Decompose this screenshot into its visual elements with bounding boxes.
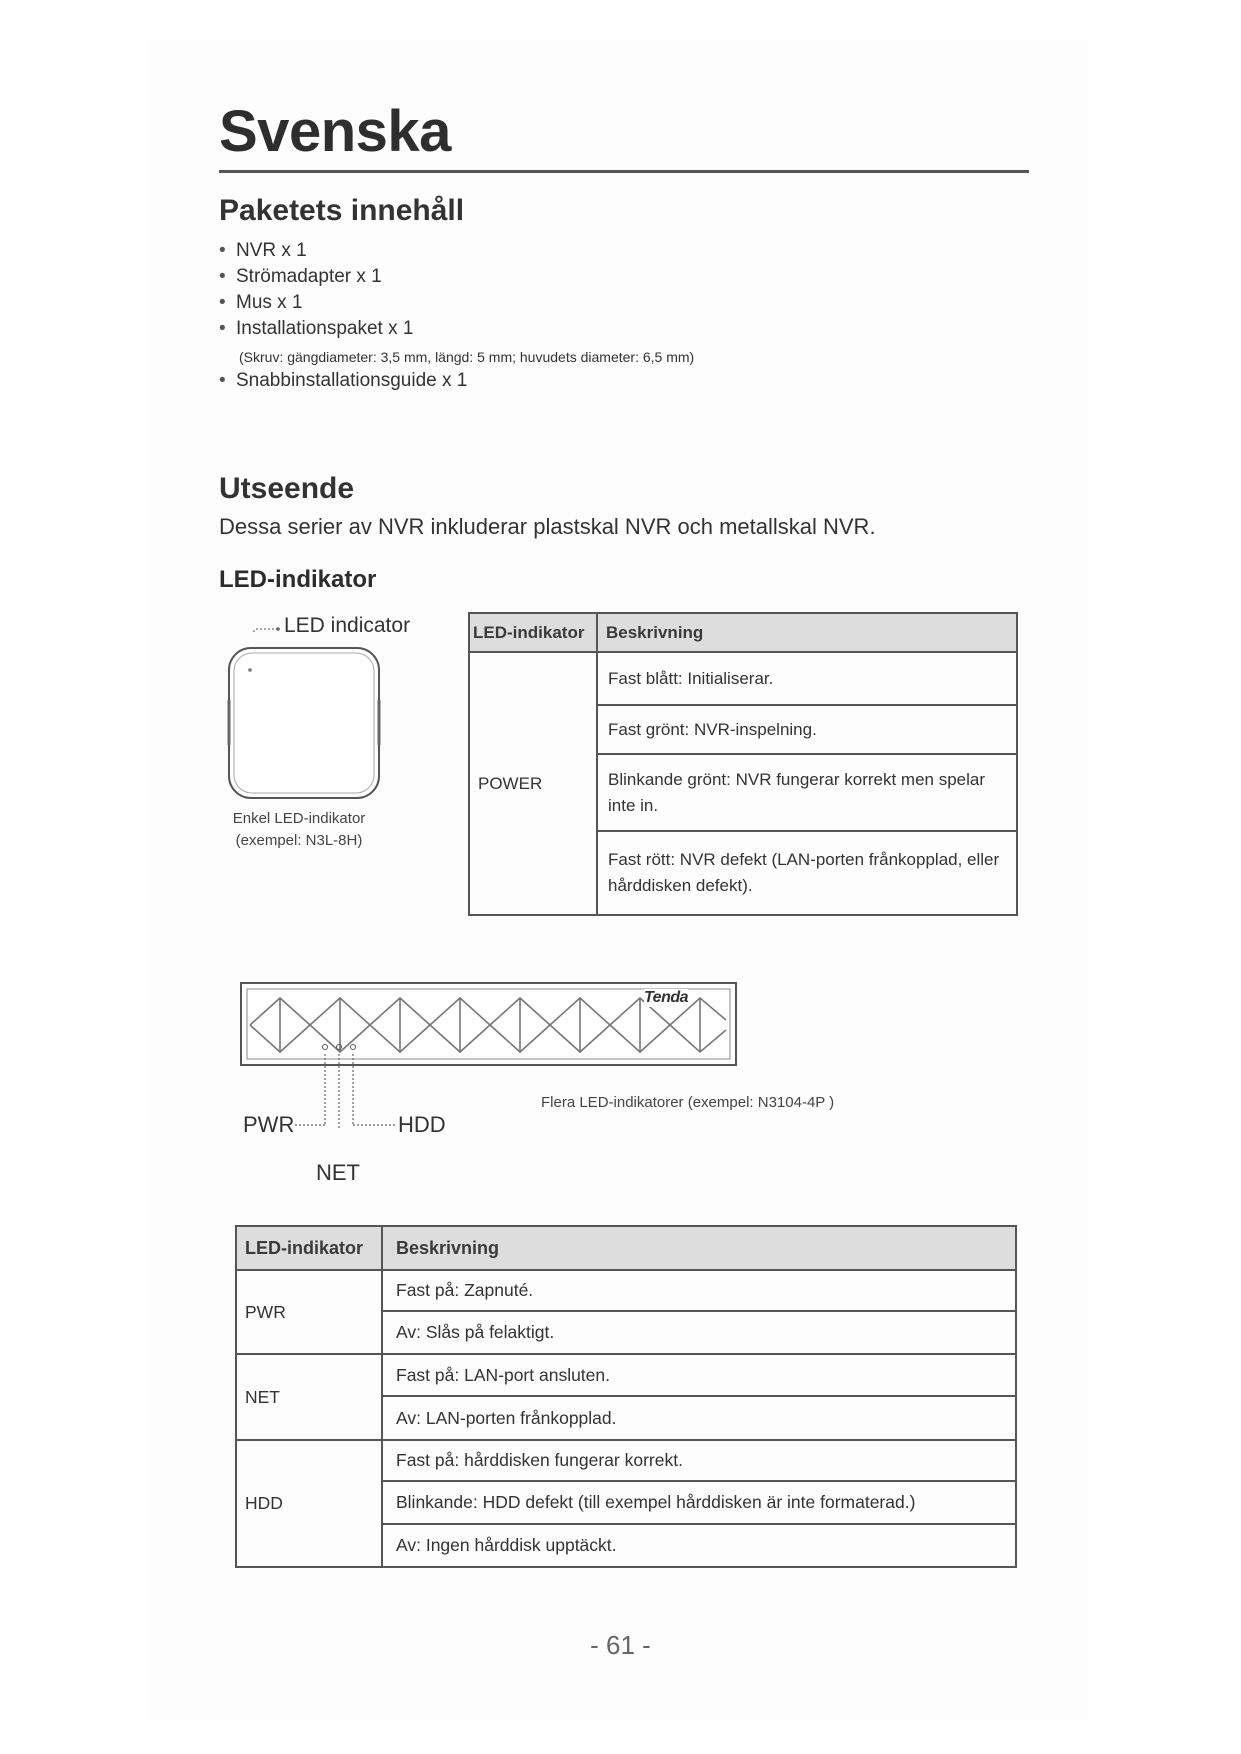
description-cell: Fast rött: NVR defekt (LAN-porten frånkopplad, eller hårddisken defekt). [597,831,1017,915]
description-cell: Av: Slås på felaktigt. [382,1311,1016,1354]
led-indicator-callout: LED indicator [284,614,411,637]
description-cell: Blinkande grönt: NVR fungerar korrekt men spelar inte in. [597,754,1017,831]
figure2-caption: Flera LED-indikatorer (exempel: N3104-4P ) [541,1094,835,1111]
list-item: • NVR x 1 [219,238,694,264]
description-cell: Fast grönt: NVR-inspelning. [597,705,1017,754]
description-cell: Av: Ingen hårddisk upptäckt. [382,1524,1016,1567]
indicator-cell: NET [236,1354,382,1440]
package-contents-heading: Paketets innehåll [219,194,465,227]
power-led-icon [248,668,252,672]
indicator-cell: HDD [236,1440,382,1567]
description-cell: Fast på: LAN-port ansluten. [382,1354,1016,1396]
list-item: • Strömadapter x 1 [219,264,694,290]
appearance-intro: Dessa serier av NVR inkluderar plastskal NVR och metallskal NVR. [219,514,876,539]
nvr-top-view-illustration [220,615,400,815]
table-header: Beskrivning [597,613,1017,652]
table-header: LED-indikator [469,613,597,652]
heading-rule [219,170,1029,173]
description-cell: Blinkande: HDD defekt (till exempel hårddisken är inte formaterad.) [382,1481,1016,1524]
figure1-caption-line2: (exempel: N3L-8H) [235,832,363,849]
indicator-cell: POWER [469,652,597,915]
figure1-caption-line1: Enkel LED-indikator [232,810,366,827]
led-indicator-heading: LED-indikator [219,566,377,593]
figure1-caption [219,808,379,852]
language-heading: Svenska [219,99,451,164]
table-header: LED-indikator [236,1226,382,1270]
multi-led-table [235,1225,1017,1568]
tenda-logo: Tenda [644,989,689,1006]
table-header: Beskrivning [382,1226,1016,1270]
page-number: - 61 - [590,1630,651,1660]
appearance-heading: Utseende [219,472,355,505]
description-cell: Av: LAN-porten frånkopplad. [382,1396,1016,1440]
list-item: • Snabbinstallationsguide x 1 [219,368,694,394]
net-callout: NET [316,1160,360,1185]
screw-note: (Skruv: gängdiameter: 3,5 mm, längd: 5 mm; huvudets diameter: 6,5 mm) [239,349,695,365]
description-cell: Fast på: hårddisken fungerar korrekt. [382,1440,1016,1481]
package-contents-list [219,238,694,394]
power-led-table [468,612,1018,916]
hdd-callout: HDD [398,1112,446,1137]
indicator-cell: PWR [236,1270,382,1354]
list-item: • Installationspaket x 1 [219,316,694,342]
description-cell: Fast på: Zapnuté. [382,1270,1016,1311]
list-item: • Mus x 1 [219,290,694,316]
description-cell: Fast blått: Initialiserar. [597,652,1017,705]
pwr-callout: PWR [243,1112,295,1137]
